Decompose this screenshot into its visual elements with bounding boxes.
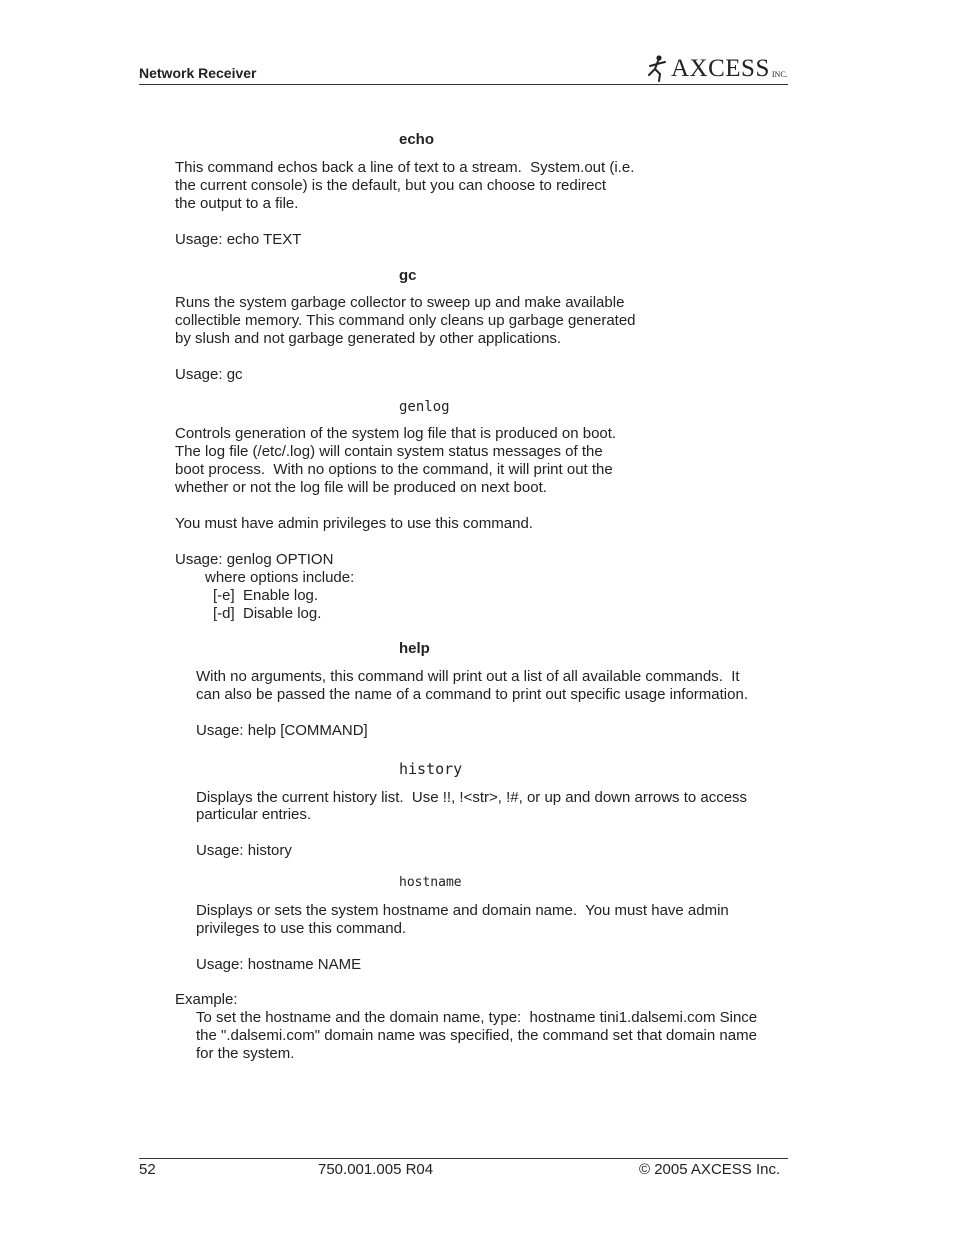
gc-body-line: collectible memory. This command only cleans up garbage generated: [175, 312, 636, 329]
help-body-line: can also be passed the name of a command to print out specific usage information.: [196, 686, 748, 703]
logo-wordmark: AXCESS: [671, 55, 770, 82]
hostname-body-line: Displays or sets the system hostname and domain name. You must have admin: [196, 902, 729, 919]
gc-body-line: Runs the system garbage collector to sweep up and make available: [175, 294, 625, 311]
copyright: © 2005 AXCESS Inc.: [639, 1161, 781, 1178]
section-title-history: history: [399, 760, 463, 778]
document-id: 750.001.005 R04: [318, 1161, 434, 1178]
history-body-line: particular entries.: [196, 806, 312, 823]
hostname-example-line: for the system.: [196, 1045, 295, 1062]
echo-body-line: the current console) is the default, but you can choose to redirect: [175, 177, 607, 194]
section-title-help: help: [399, 640, 430, 657]
history-body-line: Displays the current history list. Use !!, !<str>, !#, or up and down arrows to access: [196, 789, 748, 806]
header-rule: [139, 84, 788, 85]
genlog-body-line: Controls generation of the system log file that is produced on boot.: [175, 425, 617, 442]
genlog-admin-note: You must have admin privileges to use this command.: [175, 515, 533, 532]
genlog-option: [-e] Enable log.: [213, 587, 319, 604]
hostname-body-line: privileges to use this command.: [196, 920, 407, 937]
gc-body-line: by slush and not garbage generated by other applications.: [175, 330, 562, 347]
hostname-example-line: To set the hostname and the domain name, type: hostname tini1.dalsemi.com Since: [196, 1009, 758, 1026]
echo-body-line: the output to a file.: [175, 195, 299, 212]
company-logo: [645, 54, 788, 82]
page-number: 52: [139, 1161, 156, 1178]
logo-suffix: INC.: [771, 70, 788, 79]
runner-logo-icon: [645, 54, 671, 82]
genlog-body-line: boot process. With no options to the command, it will print out the: [175, 461, 613, 478]
section-title-gc: gc: [399, 267, 417, 284]
genlog-body-line: whether or not the log file will be produced on next boot.: [175, 479, 547, 496]
running-header-title: Network Receiver: [139, 65, 257, 81]
section-title-echo: echo: [399, 131, 435, 148]
hostname-example-label: Example:: [175, 991, 238, 1008]
genlog-body-line: The log file (/etc/.log) will contain system status messages of the: [175, 443, 603, 460]
section-title-hostname: hostname: [399, 875, 462, 890]
section-title-genlog: genlog: [399, 399, 450, 415]
hostname-usage: Usage: hostname NAME: [196, 956, 362, 973]
genlog-usage: Usage: genlog OPTION: [175, 551, 334, 568]
echo-body-line: This command echos back a line of text to a stream. System.out (i.e.: [175, 159, 635, 176]
hostname-example-line: the ".dalsemi.com" domain name was specified, the command set that domain name: [196, 1027, 757, 1044]
echo-usage: Usage: echo TEXT: [175, 231, 302, 248]
help-body-line: With no arguments, this command will print out a list of all available commands. It: [196, 668, 740, 685]
history-usage: Usage: history: [196, 842, 292, 859]
footer-rule: [139, 1158, 788, 1159]
genlog-options-intro: where options include:: [205, 569, 355, 586]
help-usage: Usage: help [COMMAND]: [196, 722, 368, 739]
genlog-option: [-d] Disable log.: [213, 605, 322, 622]
gc-usage: Usage: gc: [175, 366, 243, 383]
